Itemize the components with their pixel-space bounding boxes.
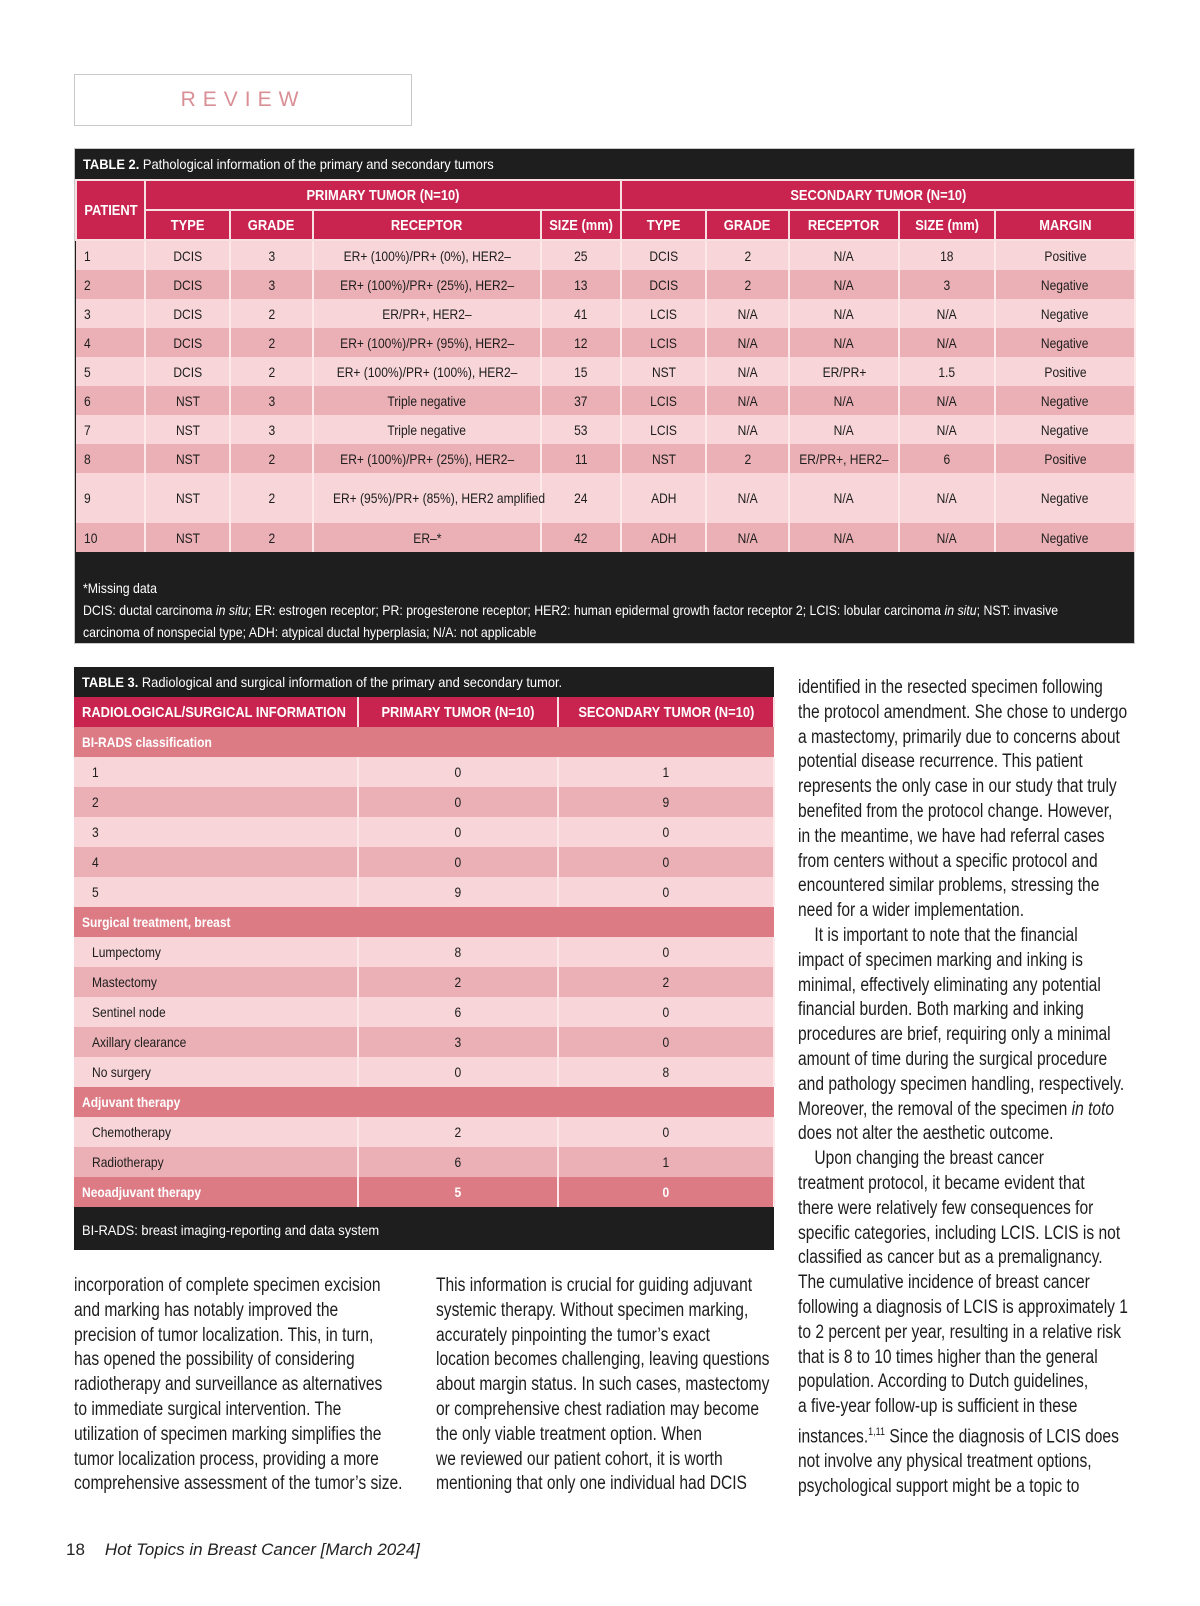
table-cell: Radiotherapy (74, 1147, 358, 1177)
table-cell: Negative (995, 415, 1135, 444)
primary-group-header: PRIMARY TUMOR (N=10) (145, 180, 621, 210)
text-line: accurately pinpointing the tumor’s exact (436, 1324, 710, 1346)
text-line: impact of specimen marking and inking is (798, 949, 1083, 971)
section-label: REVIEW (180, 88, 306, 111)
table-row (76, 240, 1135, 270)
table-row (74, 757, 774, 787)
section-header-cell: BI-RADS classification (74, 727, 774, 757)
text-line: in the meantime, we have had referral cases (798, 825, 1105, 847)
text-line: identified in the resected specimen following (798, 677, 1103, 698)
table-cell: Chemotherapy (74, 1117, 358, 1147)
table-row (76, 415, 1135, 444)
table-cell: Negative (995, 386, 1135, 415)
table-cell: NST (145, 444, 230, 473)
table-row (76, 357, 1135, 386)
table-cell: 2 (706, 270, 789, 299)
text-line: and pathology specimen handling, respectively. (798, 1073, 1125, 1095)
text-line: tumor localization process, providing a more (74, 1448, 379, 1470)
text-line: the only viable treatment option. When (436, 1423, 702, 1445)
table-cell: 5 (76, 357, 145, 386)
text-line: minimal, effectively eliminating any potential (798, 974, 1101, 996)
table-row (74, 1057, 774, 1087)
text-line: systemic therapy. Without specimen marking, (436, 1299, 749, 1321)
text-line: and marking has notably improved the (74, 1299, 339, 1321)
table-cell: 3 (899, 270, 995, 299)
table-row (74, 1027, 774, 1057)
table-cell: 6 (76, 386, 145, 415)
text-line: location becomes challenging, leaving questions (436, 1349, 770, 1371)
body-column-right (798, 676, 1200, 1500)
text-line: to 2 percent per year, resulting in a relative risk (798, 1321, 1122, 1343)
table-cell: 3 (76, 299, 145, 328)
table-row (76, 473, 1135, 523)
table-cell: N/A (706, 523, 789, 552)
text-line: to immediate surgical intervention. The (74, 1398, 342, 1420)
table-cell: ER+ (100%)/PR+ (25%), HER2– (313, 444, 541, 473)
table-row (76, 523, 1135, 552)
table-cell: ADH (621, 473, 706, 523)
table-cell: 9 (76, 473, 145, 523)
table-cell: Sentinel node (74, 997, 358, 1027)
citation-superscript: 1,11 (868, 1425, 886, 1438)
table-cell: NST (145, 415, 230, 444)
table-cell: Neoadjuvant therapy (74, 1177, 358, 1207)
table-cell: 8 (558, 1057, 774, 1087)
table-cell: 37 (541, 386, 621, 415)
table-cell: Negative (995, 328, 1135, 357)
table-cell: N/A (789, 386, 899, 415)
text-line: precision of tumor localization. This, in turn, (74, 1324, 374, 1346)
table-cell: ER/PR+ (789, 357, 899, 386)
table-cell: N/A (899, 328, 995, 357)
table-cell: 2 (230, 328, 313, 357)
text-line: the protocol amendment. She chose to undergo (798, 701, 1128, 723)
table-cell: 13 (541, 270, 621, 299)
table-3-col-header: RADIOLOGICAL/SURGICAL INFORMATION (74, 697, 358, 727)
table-cell: 0 (558, 1177, 774, 1207)
table-cell: 2 (74, 787, 358, 817)
abbreviations-line-1: DCIS: ductal carcinoma in situ; ER: estrogen receptor; PR: progesterone receptor; HER2: human epidermal growth factor receptor 2; LCIS: lobular carcinoma in situ; NST: invasive (83, 602, 1059, 618)
table-cell: LCIS (621, 386, 706, 415)
text-line: there were relatively few consequences for (798, 1197, 1094, 1219)
table-cell: NST (145, 523, 230, 552)
table-cell: NST (621, 444, 706, 473)
table-cell: NST (621, 357, 706, 386)
text-line: radiotherapy and surveillance as alternatives (74, 1374, 383, 1396)
secondary-col-header: TYPE (621, 210, 706, 240)
table-cell: 0 (358, 817, 558, 847)
table-row (76, 386, 1135, 415)
text-line: amount of time during the surgical procedure (798, 1048, 1108, 1070)
text-line: has opened the possibility of considering (74, 1349, 355, 1371)
text-line: benefited from the protocol change. However, (798, 800, 1113, 822)
table-cell: N/A (706, 473, 789, 523)
neoadjuvant-row (74, 1177, 774, 1207)
table-2-caption-text: Pathological information of the primary and secondary tumors (139, 156, 494, 172)
table-row (74, 877, 774, 907)
section-banner (74, 74, 412, 126)
table-row (74, 967, 774, 997)
table-2-caption (83, 156, 494, 172)
table-cell: 53 (541, 415, 621, 444)
table-cell: DCIS (145, 299, 230, 328)
text-line: we reviewed our patient cohort, it is worth (436, 1448, 723, 1470)
table-cell: 2 (230, 523, 313, 552)
text-line: procedures are brief, requiring only a minimal (798, 1024, 1111, 1046)
table-cell: N/A (789, 328, 899, 357)
table-cell: N/A (789, 270, 899, 299)
text-line: need for a wider implementation. (798, 900, 1025, 922)
table-row (74, 817, 774, 847)
table-cell: 42 (541, 523, 621, 552)
journal-citation: Hot Topics in Breast Cancer [March 2024] (104, 1540, 420, 1559)
table-2-grid (75, 179, 1136, 552)
text-line: incorporation of complete specimen excision (74, 1275, 381, 1296)
table-cell: Positive (995, 444, 1135, 473)
table-cell: Mastectomy (74, 967, 358, 997)
table-cell: NST (145, 473, 230, 523)
table-cell: Negative (995, 473, 1135, 523)
table-cell: 1 (558, 1147, 774, 1177)
secondary-col-header: MARGIN (995, 210, 1135, 240)
table-cell: 0 (358, 787, 558, 817)
table-row (76, 328, 1135, 357)
table-row (76, 299, 1135, 328)
table-2-caption-label: TABLE 2. (83, 156, 140, 172)
table-cell: N/A (789, 523, 899, 552)
table-cell: 1 (74, 757, 358, 787)
text-line: that is 8 to 10 times higher than the general (798, 1346, 1098, 1368)
table-cell: 41 (541, 299, 621, 328)
table-cell: 0 (558, 1117, 774, 1147)
table-cell: 15 (541, 357, 621, 386)
text-line: classified as cancer but as a premalignancy. (798, 1247, 1103, 1269)
text-line: a mastectomy, primarily due to concerns about (798, 726, 1120, 748)
body-column-middle (436, 1274, 843, 1497)
table-cell: 1 (76, 240, 145, 270)
table-cell: DCIS (145, 240, 230, 270)
table-3-col-header: SECONDARY TUMOR (N=10) (558, 697, 774, 727)
table-row (74, 847, 774, 877)
table-row (74, 1147, 774, 1177)
table-cell: Positive (995, 240, 1135, 270)
text-line: population. According to Dutch guidelines, (798, 1371, 1089, 1393)
primary-col-header: SIZE (mm) (541, 210, 621, 240)
table-cell: DCIS (145, 328, 230, 357)
secondary-col-header: RECEPTOR (789, 210, 899, 240)
table-cell: 0 (558, 1027, 774, 1057)
table-cell: 3 (230, 386, 313, 415)
table-cell: Negative (995, 270, 1135, 299)
table-cell: 2 (230, 444, 313, 473)
table-cell: DCIS (621, 240, 706, 270)
table-cell: 4 (76, 328, 145, 357)
text-line: Moreover, the removal of the specimen in toto (798, 1098, 1115, 1120)
table-cell: 2 (230, 299, 313, 328)
table-cell: 2 (358, 1117, 558, 1147)
table-cell: N/A (789, 473, 899, 523)
text-line: a five-year follow-up is sufficient in these (798, 1396, 1078, 1418)
table-3-caption-label: TABLE 3. (82, 674, 139, 690)
table-cell: Negative (995, 299, 1135, 328)
text-line: mentioning that only one individual had DCIS (436, 1473, 747, 1495)
missing-data-note: *Missing data (83, 580, 157, 596)
page-number: 18 (66, 1540, 85, 1559)
table-cell: DCIS (621, 270, 706, 299)
table-cell: 1 (558, 757, 774, 787)
table-3 (74, 667, 774, 1250)
table-cell: 18 (899, 240, 995, 270)
secondary-col-header: SIZE (mm) (899, 210, 995, 240)
table-cell: LCIS (621, 328, 706, 357)
secondary-col-header: GRADE (706, 210, 789, 240)
text-line: instances.$^{1,11}$ Since the diagnosis of LCIS does (798, 1425, 1119, 1448)
table-cell: 6 (358, 997, 558, 1027)
text-line: financial burden. Both marking and inking (798, 999, 1084, 1021)
table-cell: 5 (74, 877, 358, 907)
table-row (74, 937, 774, 967)
text-line: represents the only case in our study that truly (798, 776, 1117, 798)
table-cell: 3 (230, 240, 313, 270)
section-header-row (74, 727, 774, 757)
table-cell: ADH (621, 523, 706, 552)
table-cell: DCIS (145, 270, 230, 299)
table-cell: N/A (706, 328, 789, 357)
table-cell: N/A (899, 299, 995, 328)
table-cell: Axillary clearance (74, 1027, 358, 1057)
table-cell: N/A (706, 386, 789, 415)
section-header-cell: Adjuvant therapy (74, 1087, 774, 1117)
text-line: utilization of specimen marking simplifies the (74, 1423, 382, 1445)
table-cell: 0 (358, 757, 558, 787)
table-cell: Triple negative (313, 415, 541, 444)
table-cell: 12 (541, 328, 621, 357)
text-line: potential disease recurrence. This patient (798, 751, 1083, 773)
table-cell: 7 (76, 415, 145, 444)
text-line: psychological support might be a topic to (798, 1475, 1080, 1497)
table-3-caption-text: Radiological and surgical information of the primary and secondary tumor. (138, 674, 563, 690)
page-footer (66, 1540, 420, 1560)
table-cell: 3 (358, 1027, 558, 1057)
table-2-notes (83, 577, 1095, 643)
table-cell: ER/PR+, HER2– (313, 299, 541, 328)
table-cell: 9 (558, 787, 774, 817)
text-line: about margin status. In such cases, mastectomy (436, 1374, 770, 1396)
table-cell: 8 (358, 937, 558, 967)
table-cell: 8 (76, 444, 145, 473)
secondary-group-header: SECONDARY TUMOR (N=10) (621, 180, 1135, 210)
section-header-cell: Surgical treatment, breast (74, 907, 774, 937)
table-cell: 2 (230, 357, 313, 386)
table-cell: 0 (558, 997, 774, 1027)
table-cell: 1.5 (899, 357, 995, 386)
table-cell: 0 (358, 1057, 558, 1087)
table-2 (74, 148, 1135, 644)
table-cell: 2 (230, 473, 313, 523)
table-3-col-header: PRIMARY TUMOR (N=10) (358, 697, 558, 727)
section-header-row (74, 907, 774, 937)
table-cell: N/A (899, 386, 995, 415)
table-cell: 0 (558, 817, 774, 847)
table-cell: 0 (558, 937, 774, 967)
table-cell: ER+ (100%)/PR+ (0%), HER2– (313, 240, 541, 270)
table-cell: 5 (358, 1177, 558, 1207)
patient-header: PATIENT (76, 180, 145, 240)
table-cell: No surgery (74, 1057, 358, 1087)
table-cell: 9 (358, 877, 558, 907)
table-cell: N/A (899, 473, 995, 523)
text-line: encountered similar problems, stressing the (798, 875, 1100, 897)
text-line: does not alter the aesthetic outcome. (798, 1123, 1054, 1145)
table-cell: 2 (706, 444, 789, 473)
table-3-caption (82, 674, 562, 690)
table-cell: Negative (995, 523, 1135, 552)
table-cell: 3 (230, 415, 313, 444)
table-cell: Triple negative (313, 386, 541, 415)
table-cell: 11 (541, 444, 621, 473)
table-cell: 2 (358, 967, 558, 997)
table-3-grid (74, 697, 775, 1207)
table-cell: 3 (74, 817, 358, 847)
table-cell: 2 (558, 967, 774, 997)
primary-col-header: GRADE (230, 210, 313, 240)
table-cell: 0 (358, 847, 558, 877)
table-row (76, 444, 1135, 473)
text-line: treatment protocol, it became evident that (798, 1172, 1085, 1194)
text-line: or comprehensive chest radiation may become (436, 1398, 760, 1420)
table-cell: 25 (541, 240, 621, 270)
table-row (76, 270, 1135, 299)
section-header-row (74, 1087, 774, 1117)
table-cell: Lumpectomy (74, 937, 358, 967)
primary-col-header: TYPE (145, 210, 230, 240)
table-cell: ER/PR+, HER2– (789, 444, 899, 473)
table-cell: DCIS (145, 357, 230, 386)
table-cell: 6 (358, 1147, 558, 1177)
table-cell: N/A (789, 240, 899, 270)
text-line: Upon changing the breast cancer (814, 1148, 1044, 1170)
abbreviations-line-2: carcinoma of nonspecial type; ADH: atypical ductal hyperplasia; N/A: not applicable (83, 624, 537, 640)
table-cell: ER+ (100%)/PR+ (100%), HER2– (313, 357, 541, 386)
table-cell: ER–* (313, 523, 541, 552)
table-cell: ER+ (95%)/PR+ (85%), HER2 amplified (313, 473, 541, 523)
table-cell: 3 (230, 270, 313, 299)
table-cell: 10 (76, 523, 145, 552)
text-line: This information is crucial for guiding adjuvant (436, 1275, 753, 1296)
table-cell: 6 (899, 444, 995, 473)
table-row (74, 997, 774, 1027)
table-cell: N/A (789, 299, 899, 328)
text-line: not involve any physical treatment options, (798, 1451, 1092, 1473)
table-cell: 4 (74, 847, 358, 877)
table-cell: 2 (76, 270, 145, 299)
table-cell: N/A (789, 415, 899, 444)
table-cell: 2 (706, 240, 789, 270)
table-cell: LCIS (621, 299, 706, 328)
table-cell: NST (145, 386, 230, 415)
primary-col-header: RECEPTOR (313, 210, 541, 240)
body-column-left (74, 1274, 475, 1497)
table-cell: N/A (899, 415, 995, 444)
text-line: comprehensive assessment of the tumor’s size. (74, 1473, 403, 1495)
table-cell: 0 (558, 847, 774, 877)
table-cell: Positive (995, 357, 1135, 386)
table-cell: N/A (899, 523, 995, 552)
table-3-footnote: BI-RADS: breast imaging-reporting and data system (82, 1222, 380, 1238)
table-cell: LCIS (621, 415, 706, 444)
table-cell: 24 (541, 473, 621, 523)
text-line: The cumulative incidence of breast cancer (798, 1272, 1090, 1294)
table-row (74, 1117, 774, 1147)
text-line: from centers without a specific protocol and (798, 850, 1098, 872)
table-cell: N/A (706, 299, 789, 328)
table-cell: N/A (706, 415, 789, 444)
table-cell: N/A (706, 357, 789, 386)
table-row (74, 787, 774, 817)
table-cell: ER+ (100%)/PR+ (25%), HER2– (313, 270, 541, 299)
table-cell: ER+ (100%)/PR+ (95%), HER2– (313, 328, 541, 357)
text-line: following a diagnosis of LCIS is approximately 1 (798, 1296, 1128, 1318)
table-cell: 0 (558, 877, 774, 907)
text-line: specific categories, including LCIS. LCIS is not (798, 1222, 1121, 1244)
text-line: It is important to note that the financial (814, 924, 1078, 946)
